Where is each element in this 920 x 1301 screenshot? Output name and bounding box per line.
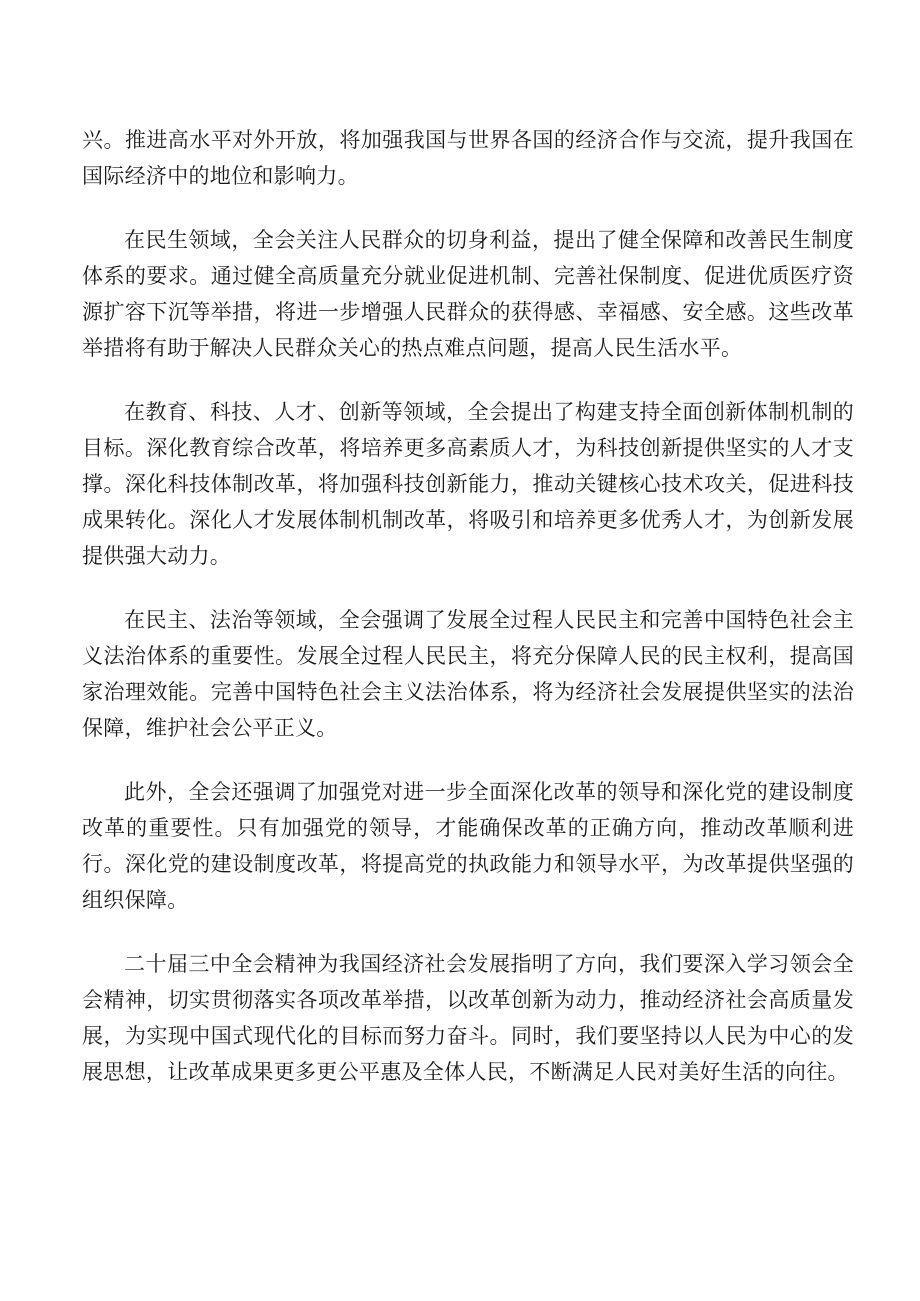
- paragraph-livelihood: 在民生领域，全会关注人民群众的切身利益，提出了健全保障和改善民生制度体系的要求。通过健全高质量充分就业促进机制、完善社保制度、促进优质医疗资源扩容下沉等举措，将进一步增强人民群众的获得感、幸福感、安全感。这些改革举措将有助于解决人民群众关心的热点难点问题，提高人民生活水平。: [82, 228, 854, 360]
- paragraph-democracy-law: 在民主、法治等领域，全会强调了发展全过程人民民主和完善中国特色社会主义法治体系的重要性。发展全过程人民民主，将充分保障人民的民主权利，提高国家治理效能。完善中国特色社会主义法治体系，将为经济社会发展提供坚实的法治保障，维护社会公平正义。: [82, 608, 854, 740]
- paragraph-conclusion: 二十届三中全会精神为我国经济社会发展指明了方向，我们要深入学习领会全会精神，切实贯彻落实各项改革举措，以改革创新为动力，推动经济社会高质量发展，为实现中国式现代化的目标而努力奋斗。同时，我们要坚持以人民为中心的发展思想，让改革成果更多更公平惠及全体人民，不断满足人民对美好生活的向往。: [82, 952, 854, 1084]
- paragraph-party-leadership: 此外，全会还强调了加强党对进一步全面深化改革的领导和深化党的建设制度改革的重要性。只有加强党的领导，才能确保改革的正确方向，推动改革顺利进行。深化党的建设制度改革，将提高党的执政能力和领导水平，为改革提供坚强的组织保障。: [82, 780, 854, 912]
- document-body: [82, 122, 854, 1118]
- paragraph-continuation: 兴。推进高水平对外开放，将加强我国与世界各国的经济合作与交流，提升我国在国际经济中的地位和影响力。: [82, 128, 854, 188]
- paragraph-education-tech: 在教育、科技、人才、创新等领域，全会提出了构建支持全面创新体制机制的目标。深化教育综合改革，将培养更多高素质人才，为科技创新提供坚实的人才支撑。深化科技体制改革，将加强科技创新能力，推动关键核心技术攻关，促进科技成果转化。深化人才发展体制机制改革，将吸引和培养更多优秀人才，为创新发展提供强大动力。: [82, 400, 854, 568]
